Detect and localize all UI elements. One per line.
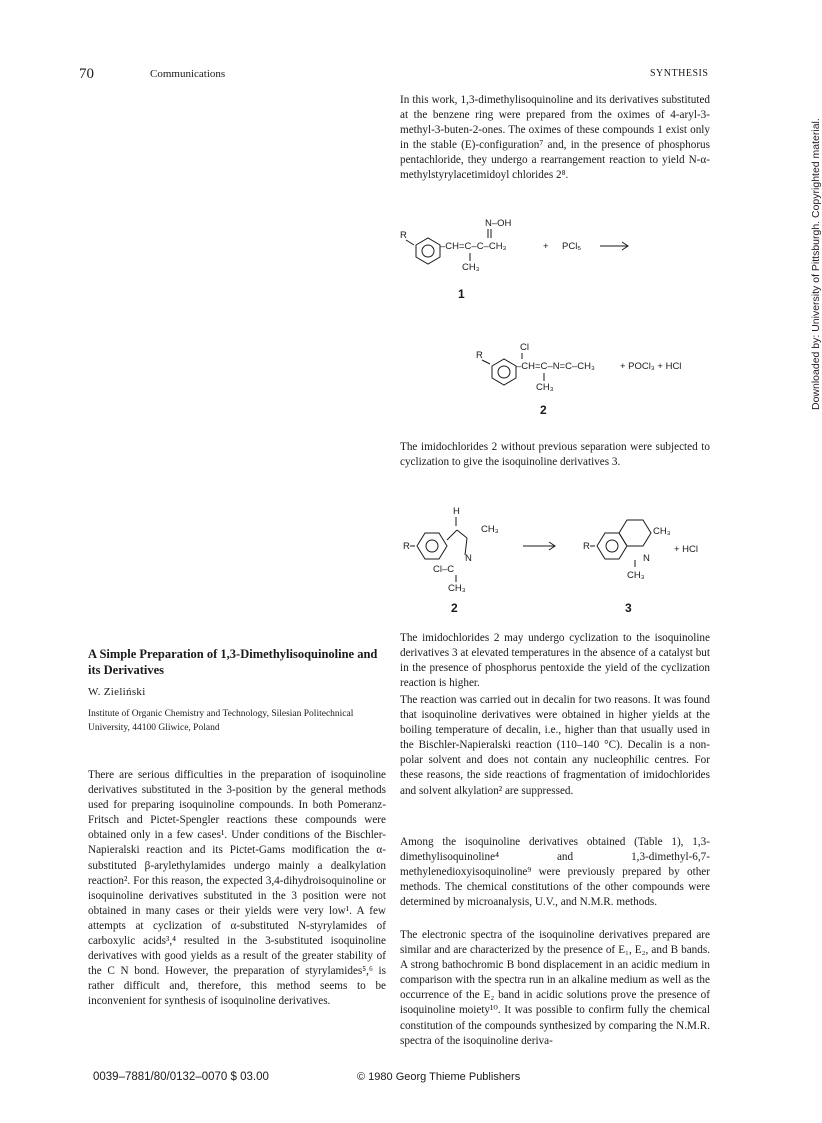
download-watermark: Downloaded by: University of Pittsburgh. Copyrighted material. (810, 118, 822, 410)
byproducts-label: + POCl₃ + HCl (620, 361, 682, 372)
methyl-label: CH₃ (653, 526, 671, 537)
paragraph-decalin: The reaction was carried out in decalin for two reasons. It was found that isoquinoline derivatives were obtained in higher yields at the boiling temperature of decalin, i.e., higher than that usually used in the Bischler-Napieralski reaction (110–140 °C). Decalin is a non-polar solvent and does not contain any nucleophilic centres. For these reasons, the side reactions of fragmentation of imidochlorides and solvent alkylation² are suppressed. (400, 694, 710, 797)
r-substituent-label: R (476, 350, 483, 361)
copyright-notice: © 1980 Georg Thieme Publishers (357, 1071, 521, 1083)
author-affiliation: Institute of Organic Chemistry and Technology, Silesian Politechnical University, 44100 Gliwice, Poland (88, 709, 354, 733)
paragraph-derivatives: Among the isoquinoline derivatives obtained (Table 1), 1,3-dimethylisoquinoline⁴ and 1,3-dimethyl-6,7-methylenedioxyisoquinoline⁹ were previously prepared by other methods. The chemical constitutions of the other compounds were determined by microanalysis, U.V., and N.M.R. methods. (400, 836, 710, 909)
oxime-group-label: N–OH (485, 218, 512, 229)
scheme-oxime-rearrangement (390, 212, 720, 302)
benzene-ring-2 (492, 359, 516, 385)
article-code: 0039–7881/80/0132–0070 $ 03.00 (93, 1071, 269, 1083)
isoquinoline-pyridine-ring (619, 520, 651, 546)
article-author: W. Zieliński (88, 686, 146, 698)
article-title: A Simple Preparation of 1,3-Dimethylisoquinoline and its Derivatives (88, 647, 378, 677)
paragraph-catalyst: The imidochlorides 2 may undergo cyclization to the isoquinoline derivatives 3 at elevated temperatures in the absence of a catalyst but in the presence of phosphorus pentoxide the yield of the cyclization reaction is higher. (400, 632, 710, 690)
r-substituent-label: R (400, 230, 407, 241)
paragraph-intro: In this work, 1,3-dimethylisoquinoline and its derivatives substituted at the benzene ring were prepared from the oximes of 4-aryl-3-methyl-3-buten-2-ones. The oximes of these compounds 1 exist only in the stable (E)-configuration⁷ and, in the presence of phosphorus pentachloride, they undergo a rearrangement reaction to yield N-α-methylstyrylacetimidoyl chlorides 2⁸. (400, 94, 710, 182)
methyl-label: CH₃ (481, 524, 499, 535)
journal-name: SYNTHESIS (650, 68, 709, 79)
paragraph-cyclization: The imidochlorides 2 without previous separation were subjected to cyclization to give the isoquinoline derivatives 3. (400, 441, 710, 469)
side-chain-label: –CH=C–C–CH₃ (440, 241, 507, 252)
nitrogen-label: N (643, 553, 650, 564)
compound-3-label: 3 (625, 601, 632, 615)
hydrogen-label: H (453, 506, 460, 517)
methyl-label: CH₃ (448, 583, 466, 594)
methyl-label: CH₃ (627, 570, 645, 581)
nitrogen-label: N (465, 553, 472, 564)
section-title: Communications (150, 68, 226, 80)
chloro-label: Cl (520, 342, 529, 353)
r-substituent-label: R (583, 541, 590, 552)
isoquinoline-benzene-ring (597, 533, 627, 559)
methyl-label: CH₃ (536, 382, 554, 393)
paragraph-background: There are serious difficulties in the preparation of isoquinoline derivatives substituted in the 3-position by the general methods used for preparing isoquinoline compounds. In both Pomeranz-Fritsch and Pictet-Spengler reactions these compounds were obtained only in a few cases¹. Under conditions of the Bischler-Napieralski reaction and its Pictet-Gams modification the α-substituted β-arylethylamides undergo mainly a dealkylation reaction². For this reason, the expected 3,4-dihydroisoquinoline or isoquinoline derivatives substituted in the 3 position were not obtained in many cases or their yields were very low¹. A few attempts at cyclization of α-substituted N-styrylamides of carboxylic acids³,⁴ resulted in the 3-substituted isoquinoline derivatives with good yields as a result of the greater stability of the C N bond. However, the preparation of styrylamides⁵,⁶ is rather difficult and, therefore, this method seems to be inconvenient for synthesis of isoquinoline derivatives. (88, 769, 386, 1008)
benzene-ring-3 (417, 533, 447, 559)
compound-2-label: 2 (451, 601, 458, 615)
reagent-label: PCl₅ (562, 241, 582, 252)
scheme-imidochloride-formation (470, 336, 715, 418)
chloro-carbon-label: Cl–C (433, 564, 455, 575)
compound-2-label: 2 (540, 403, 547, 417)
imidochloride-chain-label: –CH=C–N=C–CH₃ (516, 361, 595, 372)
methyl-label: CH₃ (462, 262, 480, 273)
benzene-ring-1 (416, 238, 440, 264)
hcl-byproduct-label: + HCl (674, 544, 699, 555)
paragraph-spectra: The electronic spectra of the isoquinoline derivatives prepared are similar and are characterized by the presence of E₁, E₂, and B bands. A strong bathochromic B bond displacement in an acidic medium in comparison with the spectra run in an alkaline medium as well as the occurrence of the E₂ band in acidic solutions prove the presence of isoquinoline moiety¹⁰. It was possible to confirm fully the chemical constitution of the compounds synthesized by comparing the N.M.R. spectra of the isoquinoline deriva- (400, 929, 710, 1047)
r-substituent-label: R (403, 541, 410, 552)
page-number: 70 (79, 66, 94, 82)
plus-sign: + (543, 241, 549, 252)
compound-1-label: 1 (458, 287, 465, 301)
scheme-cyclization (395, 500, 715, 615)
